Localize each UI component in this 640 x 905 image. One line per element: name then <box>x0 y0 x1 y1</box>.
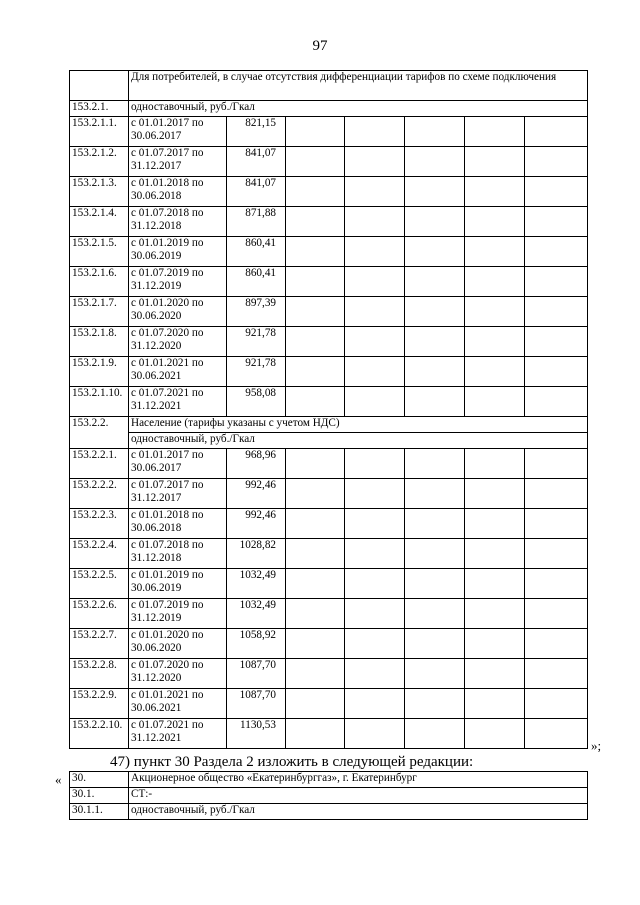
section-label: одноставочный, руб./Гкал <box>129 101 588 117</box>
empty-cell <box>405 599 465 629</box>
table-row <box>70 772 588 788</box>
empty-cell <box>286 237 345 267</box>
empty-cell <box>286 357 345 387</box>
table-row <box>70 788 588 804</box>
table-row <box>70 147 588 177</box>
empty-cell <box>345 297 405 327</box>
empty-cell <box>405 539 465 569</box>
row-number-cell: 153.2.2. <box>70 417 129 449</box>
table-row <box>70 569 588 599</box>
empty-cell <box>465 449 525 479</box>
empty-cell <box>286 599 345 629</box>
empty-cell <box>286 719 345 749</box>
empty-cell <box>345 357 405 387</box>
row-number-cell: 153.2.2.2. <box>70 479 129 509</box>
empty-cell <box>286 117 345 147</box>
tariff-value-cell: 871,88 <box>227 207 286 237</box>
empty-cell <box>345 569 405 599</box>
table-row <box>70 267 588 297</box>
empty-cell <box>345 539 405 569</box>
empty-cell <box>286 297 345 327</box>
table-row <box>70 357 588 387</box>
period-cell: с 01.07.2021 по 31.12.2021 <box>129 719 227 749</box>
empty-cell <box>465 629 525 659</box>
empty-cell <box>405 387 465 417</box>
organization-table <box>69 771 588 820</box>
period-cell: с 01.01.2020 по 30.06.2020 <box>129 297 227 327</box>
empty-cell <box>405 719 465 749</box>
row-number-cell: 153.2.1.9. <box>70 357 129 387</box>
text-cell: одноставочный, руб./Гкал <box>129 804 588 820</box>
empty-cell <box>286 539 345 569</box>
section-row <box>70 433 588 449</box>
empty-cell <box>286 267 345 297</box>
table-row <box>70 297 588 327</box>
empty-cell <box>345 629 405 659</box>
tariff-value-cell: 992,46 <box>227 479 286 509</box>
empty-cell <box>286 659 345 689</box>
row-number-cell: 153.2.1.10. <box>70 387 129 417</box>
opening-quote: « <box>55 772 62 787</box>
period-cell: с 01.01.2021 по 30.06.2021 <box>129 357 227 387</box>
empty-cell <box>465 207 525 237</box>
empty-cell <box>286 327 345 357</box>
empty-cell <box>286 509 345 539</box>
empty-cell <box>525 357 588 387</box>
empty-cell <box>405 357 465 387</box>
tariff-value-cell: 1032,49 <box>227 569 286 599</box>
table-row <box>70 689 588 719</box>
empty-cell <box>345 207 405 237</box>
tariff-value-cell: 841,07 <box>227 147 286 177</box>
empty-cell <box>345 387 405 417</box>
tariff-value-cell: 897,39 <box>227 297 286 327</box>
empty-cell <box>465 599 525 629</box>
empty-cell <box>525 599 588 629</box>
row-number-cell: 30. <box>70 772 129 788</box>
empty-cell <box>405 237 465 267</box>
tariff-table <box>69 70 588 749</box>
empty-cell <box>525 449 588 479</box>
period-cell: с 01.07.2018 по 31.12.2018 <box>129 539 227 569</box>
period-cell: с 01.07.2021 по 31.12.2021 <box>129 387 227 417</box>
empty-cell <box>286 387 345 417</box>
tariff-value-cell: 821,15 <box>227 117 286 147</box>
empty-cell <box>286 147 345 177</box>
row-number-cell: 153.2.2.6. <box>70 599 129 629</box>
empty-cell <box>465 509 525 539</box>
empty-cell <box>525 387 588 417</box>
table-row <box>70 599 588 629</box>
period-cell: с 01.01.2018 по 30.06.2018 <box>129 509 227 539</box>
empty-cell <box>405 659 465 689</box>
period-cell: с 01.07.2017 по 31.12.2017 <box>129 147 227 177</box>
empty-cell <box>465 327 525 357</box>
tariff-value-cell: 958,08 <box>227 387 286 417</box>
period-cell: с 01.01.2017 по 30.06.2017 <box>129 449 227 479</box>
row-number-cell: 30.1. <box>70 788 129 804</box>
table-row <box>70 449 588 479</box>
row-number-cell <box>70 71 129 101</box>
empty-cell <box>405 147 465 177</box>
empty-cell <box>405 327 465 357</box>
empty-cell <box>405 207 465 237</box>
empty-cell <box>465 479 525 509</box>
empty-cell <box>345 659 405 689</box>
empty-cell <box>405 479 465 509</box>
empty-cell <box>525 689 588 719</box>
period-cell: с 01.07.2020 по 31.12.2020 <box>129 327 227 357</box>
tariff-value-cell: 921,78 <box>227 327 286 357</box>
empty-cell <box>525 719 588 749</box>
empty-cell <box>525 297 588 327</box>
row-number-cell: 153.2.2.7. <box>70 629 129 659</box>
empty-cell <box>286 177 345 207</box>
table-row <box>70 659 588 689</box>
empty-cell <box>405 629 465 659</box>
amendment-clause: 47) пункт 30 Раздела 2 изложить в следующей редакции: <box>110 754 474 770</box>
period-cell: с 01.01.2019 по 30.06.2019 <box>129 237 227 267</box>
empty-cell <box>405 267 465 297</box>
empty-cell <box>465 177 525 207</box>
empty-cell <box>405 117 465 147</box>
table-row <box>70 804 588 820</box>
empty-cell <box>345 479 405 509</box>
table-row <box>70 509 588 539</box>
empty-cell <box>465 147 525 177</box>
empty-cell <box>525 207 588 237</box>
table-row <box>70 327 588 357</box>
empty-cell <box>286 569 345 599</box>
row-number-cell: 153.2.2.4. <box>70 539 129 569</box>
table-row <box>70 629 588 659</box>
empty-cell <box>345 117 405 147</box>
empty-cell <box>286 479 345 509</box>
period-cell: с 01.07.2017 по 31.12.2017 <box>129 479 227 509</box>
text-cell: СТ:- <box>129 788 588 804</box>
empty-cell <box>345 509 405 539</box>
tariff-value-cell: 841,07 <box>227 177 286 207</box>
table-row <box>70 479 588 509</box>
table-row <box>70 539 588 569</box>
table-header-row <box>70 71 588 101</box>
table-row <box>70 117 588 147</box>
tariff-value-cell: 921,78 <box>227 357 286 387</box>
table-row <box>70 237 588 267</box>
period-cell: с 01.01.2020 по 30.06.2020 <box>129 629 227 659</box>
closing-quote: »; <box>591 738 602 753</box>
table-row <box>70 177 588 207</box>
empty-cell <box>465 387 525 417</box>
section-row <box>70 417 588 433</box>
row-number-cell: 153.2.1.7. <box>70 297 129 327</box>
row-number-cell: 153.2.1. <box>70 101 129 117</box>
row-number-cell: 153.2.1.1. <box>70 117 129 147</box>
tariff-value-cell: 1087,70 <box>227 689 286 719</box>
row-number-cell: 153.2.1.5. <box>70 237 129 267</box>
row-number-cell: 153.2.1.4. <box>70 207 129 237</box>
section-sublabel: одноставочный, руб./Гкал <box>129 433 588 449</box>
row-number-cell: 153.2.2.1. <box>70 449 129 479</box>
empty-cell <box>286 689 345 719</box>
period-cell: с 01.07.2018 по 31.12.2018 <box>129 207 227 237</box>
row-number-cell: 153.2.1.6. <box>70 267 129 297</box>
empty-cell <box>405 297 465 327</box>
empty-cell <box>525 539 588 569</box>
empty-cell <box>345 689 405 719</box>
empty-cell <box>286 207 345 237</box>
tariff-value-cell: 860,41 <box>227 267 286 297</box>
empty-cell <box>465 267 525 297</box>
empty-cell <box>525 117 588 147</box>
row-number-cell: 153.2.1.3. <box>70 177 129 207</box>
empty-cell <box>465 297 525 327</box>
tariff-value-cell: 1087,70 <box>227 659 286 689</box>
empty-cell <box>465 357 525 387</box>
row-number-cell: 153.2.1.2. <box>70 147 129 177</box>
empty-cell <box>286 449 345 479</box>
empty-cell <box>525 267 588 297</box>
period-cell: с 01.01.2018 по 30.06.2018 <box>129 177 227 207</box>
tariff-value-cell: 1130,53 <box>227 719 286 749</box>
tariff-value-cell: 992,46 <box>227 509 286 539</box>
row-number-cell: 153.2.2.10. <box>70 719 129 749</box>
period-cell: с 01.01.2019 по 30.06.2019 <box>129 569 227 599</box>
row-number-cell: 30.1.1. <box>70 804 129 820</box>
empty-cell <box>405 177 465 207</box>
empty-cell <box>465 539 525 569</box>
tariff-value-cell: 1028,82 <box>227 539 286 569</box>
section-label: Население (тарифы указаны с учетом НДС) <box>129 417 588 433</box>
empty-cell <box>286 629 345 659</box>
table-row <box>70 207 588 237</box>
empty-cell <box>465 719 525 749</box>
row-number-cell: 153.2.2.5. <box>70 569 129 599</box>
period-cell: с 01.07.2019 по 31.12.2019 <box>129 267 227 297</box>
section-row <box>70 101 588 117</box>
empty-cell <box>525 509 588 539</box>
empty-cell <box>525 629 588 659</box>
empty-cell <box>525 659 588 689</box>
empty-cell <box>345 177 405 207</box>
empty-cell <box>345 599 405 629</box>
text-cell: Акционерное общество «Екатеринбурггаз», г. Екатеринбург <box>129 772 588 788</box>
empty-cell <box>525 327 588 357</box>
empty-cell <box>345 449 405 479</box>
tariff-value-cell: 1032,49 <box>227 599 286 629</box>
empty-cell <box>465 237 525 267</box>
empty-cell <box>465 659 525 689</box>
empty-cell <box>525 569 588 599</box>
row-number-cell: 153.2.2.8. <box>70 659 129 689</box>
period-cell: с 01.01.2021 по 30.06.2021 <box>129 689 227 719</box>
empty-cell <box>345 237 405 267</box>
table-row <box>70 387 588 417</box>
empty-cell <box>345 719 405 749</box>
table-row <box>70 719 588 749</box>
empty-cell <box>345 267 405 297</box>
page-number: 97 <box>312 38 328 54</box>
empty-cell <box>465 569 525 599</box>
empty-cell <box>525 479 588 509</box>
empty-cell <box>405 509 465 539</box>
empty-cell <box>405 689 465 719</box>
period-cell: с 01.01.2017 по 30.06.2017 <box>129 117 227 147</box>
row-number-cell: 153.2.2.9. <box>70 689 129 719</box>
empty-cell <box>345 147 405 177</box>
empty-cell <box>405 449 465 479</box>
tariff-value-cell: 1058,92 <box>227 629 286 659</box>
empty-cell <box>525 147 588 177</box>
empty-cell <box>525 237 588 267</box>
empty-cell <box>345 327 405 357</box>
tariff-value-cell: 860,41 <box>227 237 286 267</box>
empty-cell <box>405 569 465 599</box>
row-number-cell: 153.2.1.8. <box>70 327 129 357</box>
empty-cell <box>465 117 525 147</box>
tariff-value-cell: 968,96 <box>227 449 286 479</box>
empty-cell <box>525 177 588 207</box>
period-cell: с 01.07.2020 по 31.12.2020 <box>129 659 227 689</box>
period-cell: с 01.07.2019 по 31.12.2019 <box>129 599 227 629</box>
row-number-cell: 153.2.2.3. <box>70 509 129 539</box>
header-cell: Для потребителей, в случае отсутствия дифференциации тарифов по схеме подключения <box>129 71 588 101</box>
empty-cell <box>465 689 525 719</box>
